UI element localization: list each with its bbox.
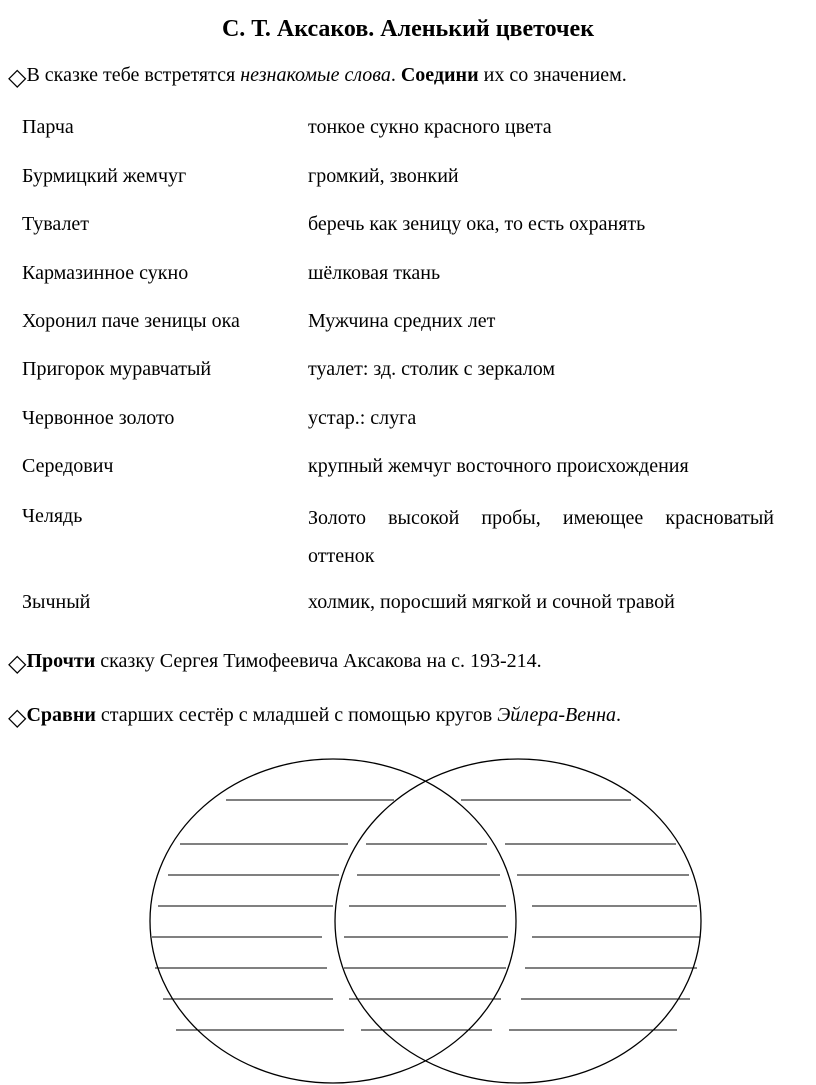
page-title: С. Т. Аксаков. Аленький цветочек — [221, 16, 595, 42]
definition-item: устар.: слуга — [308, 407, 417, 429]
term-item: Червонное золото — [22, 407, 175, 429]
venn-circle-left — [150, 759, 516, 1083]
task-verb: Соедини — [400, 64, 479, 86]
task-text: старших сестёр с младшей с помощью кругов — [95, 704, 498, 726]
term-item: Парча — [22, 116, 74, 138]
term-item: Пригорок муравчатый — [22, 358, 212, 380]
task-match-words: ◇В сказке тебе встретятся незнакомые слова. Соедини их со значением. — [8, 64, 627, 91]
definition-item: Золото высокой пробы, имеющее красноватый оттенок — [308, 507, 774, 567]
task-italic: незнакомые слова — [240, 64, 391, 86]
definition-item: тонкое сукно красного цвета — [308, 116, 552, 138]
term-item: Зычный — [22, 591, 91, 613]
definition-item: холмик, поросший мягкой и сочной травой — [308, 591, 675, 613]
term-item: Тувалет — [22, 213, 90, 235]
definition-item: шёлковая ткань — [308, 262, 441, 284]
term-item: Кармазинное сукно — [22, 262, 189, 284]
term-item: Середович — [22, 455, 114, 477]
definition-item: беречь как зеницу ока, то есть охранять — [308, 213, 646, 235]
term-item: Хоронил паче зеницы ока — [22, 310, 240, 332]
task-verb: Сравни — [26, 704, 96, 726]
diamond-icon: ◇ — [8, 651, 27, 677]
definition-item: громкий, звонкий — [308, 165, 459, 187]
diamond-icon: ◇ — [8, 705, 27, 731]
task-text: сказку Сергея Тимофеевича Аксакова на с. 193-214. — [95, 650, 542, 672]
task-italic: Эйлера-Венна — [497, 704, 616, 726]
venn-circle-right — [335, 759, 701, 1083]
definition-item: туалет: зд. столик с зеркалом — [308, 358, 556, 380]
term-item: Челядь — [22, 505, 83, 527]
venn-answer-lines — [152, 800, 700, 1030]
task-compare-sisters: ◇Сравни старших сестёр с младшей с помощью кругов Эйлера-Венна. — [8, 704, 621, 731]
task-text: В сказке тебе встретятся — [26, 64, 241, 86]
diamond-icon: ◇ — [8, 65, 27, 91]
definition-item: крупный жемчуг восточного происхождения — [308, 455, 689, 477]
definition-item: Мужчина средних лет — [308, 310, 496, 332]
task-verb: Прочти — [26, 650, 96, 672]
term-item: Бурмицкий жемчуг — [22, 165, 187, 187]
